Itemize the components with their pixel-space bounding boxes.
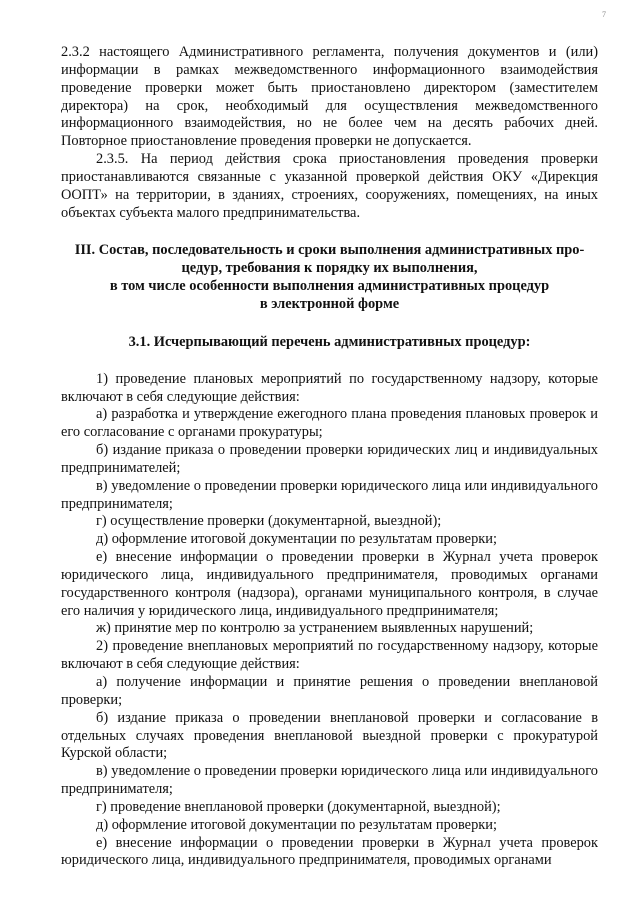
intro-paragraph-continued: 2.3.2 настоящего Административного регламента, получения документов и (или) информации в рамках межведомственного информационного взаимодействия проведение проверки может быть приостановлено директором (заместителем директора) на срок, необходимый для осуществления межведомственного информационного взаимодействия, но не более чем на десять рабочих дней. Повторное приостановление проведения проверки не допускается. bbox=[61, 44, 598, 150]
page-mark: 7 bbox=[602, 10, 606, 19]
list-item: а) разработка и утверждение ежегодного плана проведения плановых проверок и его согласование с органами прокуратуры; bbox=[61, 406, 598, 441]
section-heading-line: III. Состав, последовательность и сроки выполнения административных про- bbox=[74, 242, 585, 259]
list-item: в) уведомление о проведении проверки юридического лица или индивидуального предпринимателя; bbox=[61, 763, 598, 798]
list-item: ж) принятие мер по контролю за устранением выявленных нарушений; bbox=[96, 620, 534, 637]
paragraph-2-3-5: 2.3.5. На период действия срока приостановления проведения проверки приостанавливаются связанные с указанной проверкой действия ОКУ «Дирекция ООПТ» на территории, в зданиях, строениях, сооружениях, помещениях, на иных объектах субъекта малого предпринимательства. bbox=[61, 151, 598, 221]
list-item: в) уведомление о проведении проверки юридического лица или индивидуального предпринимателя; bbox=[61, 477, 598, 512]
list-item: 1) проведение плановых мероприятий по государственному надзору, которые включают в себя следующие действия: bbox=[61, 370, 598, 405]
section-heading-iii bbox=[61, 242, 598, 313]
section-heading-line: в том числе особенности выполнения административных процедур bbox=[109, 278, 550, 295]
list-item: е) внесение информации о проведении проверки в Журнал учета проверок юридического лица, индивидуального предпринимателя, проводимых органами государственного контроля (надзора), органами муниципального контроля, в случае его наличия у юридического лица, индивидуального предпринимателя; bbox=[61, 549, 598, 619]
subsection-heading-3-1: 3.1. Исчерпывающий перечень административных процедур: bbox=[128, 333, 531, 350]
list-item: б) издание приказа о проведении проверки юридических лиц и индивидуальных предпринимателей; bbox=[61, 442, 598, 476]
section-heading-line: в электронной форме bbox=[259, 295, 400, 312]
list-item: г) проведение внеплановой проверки (документарной, выездной); bbox=[96, 798, 501, 815]
list-item: д) оформление итоговой документации по результатам проверки; bbox=[96, 531, 497, 548]
list-item: е) внесение информации о проведении проверки в Журнал учета проверок юридического лица, индивидуального предпринимателя, проводимых органами bbox=[61, 834, 598, 869]
list-item: 2) проведение внеплановых мероприятий по государственному надзору, которые включают в себя следующие действия: bbox=[61, 638, 598, 673]
procedure-list bbox=[61, 371, 598, 871]
list-item: а) получение информации и принятие решения о проведении внеплановой проверки; bbox=[61, 674, 598, 708]
list-item: г) осуществление проверки (документарной, выездной); bbox=[96, 513, 442, 530]
list-item: д) оформление итоговой документации по результатам проверки; bbox=[96, 816, 497, 833]
section-heading-line: цедур, требования к порядку их выполнения, bbox=[181, 260, 478, 277]
list-item: б) издание приказа о проведении внеплановой проверки и согласование в отдельных случаях проведения внеплановой выездной проверки с прокуратурой Курской области; bbox=[61, 709, 598, 762]
